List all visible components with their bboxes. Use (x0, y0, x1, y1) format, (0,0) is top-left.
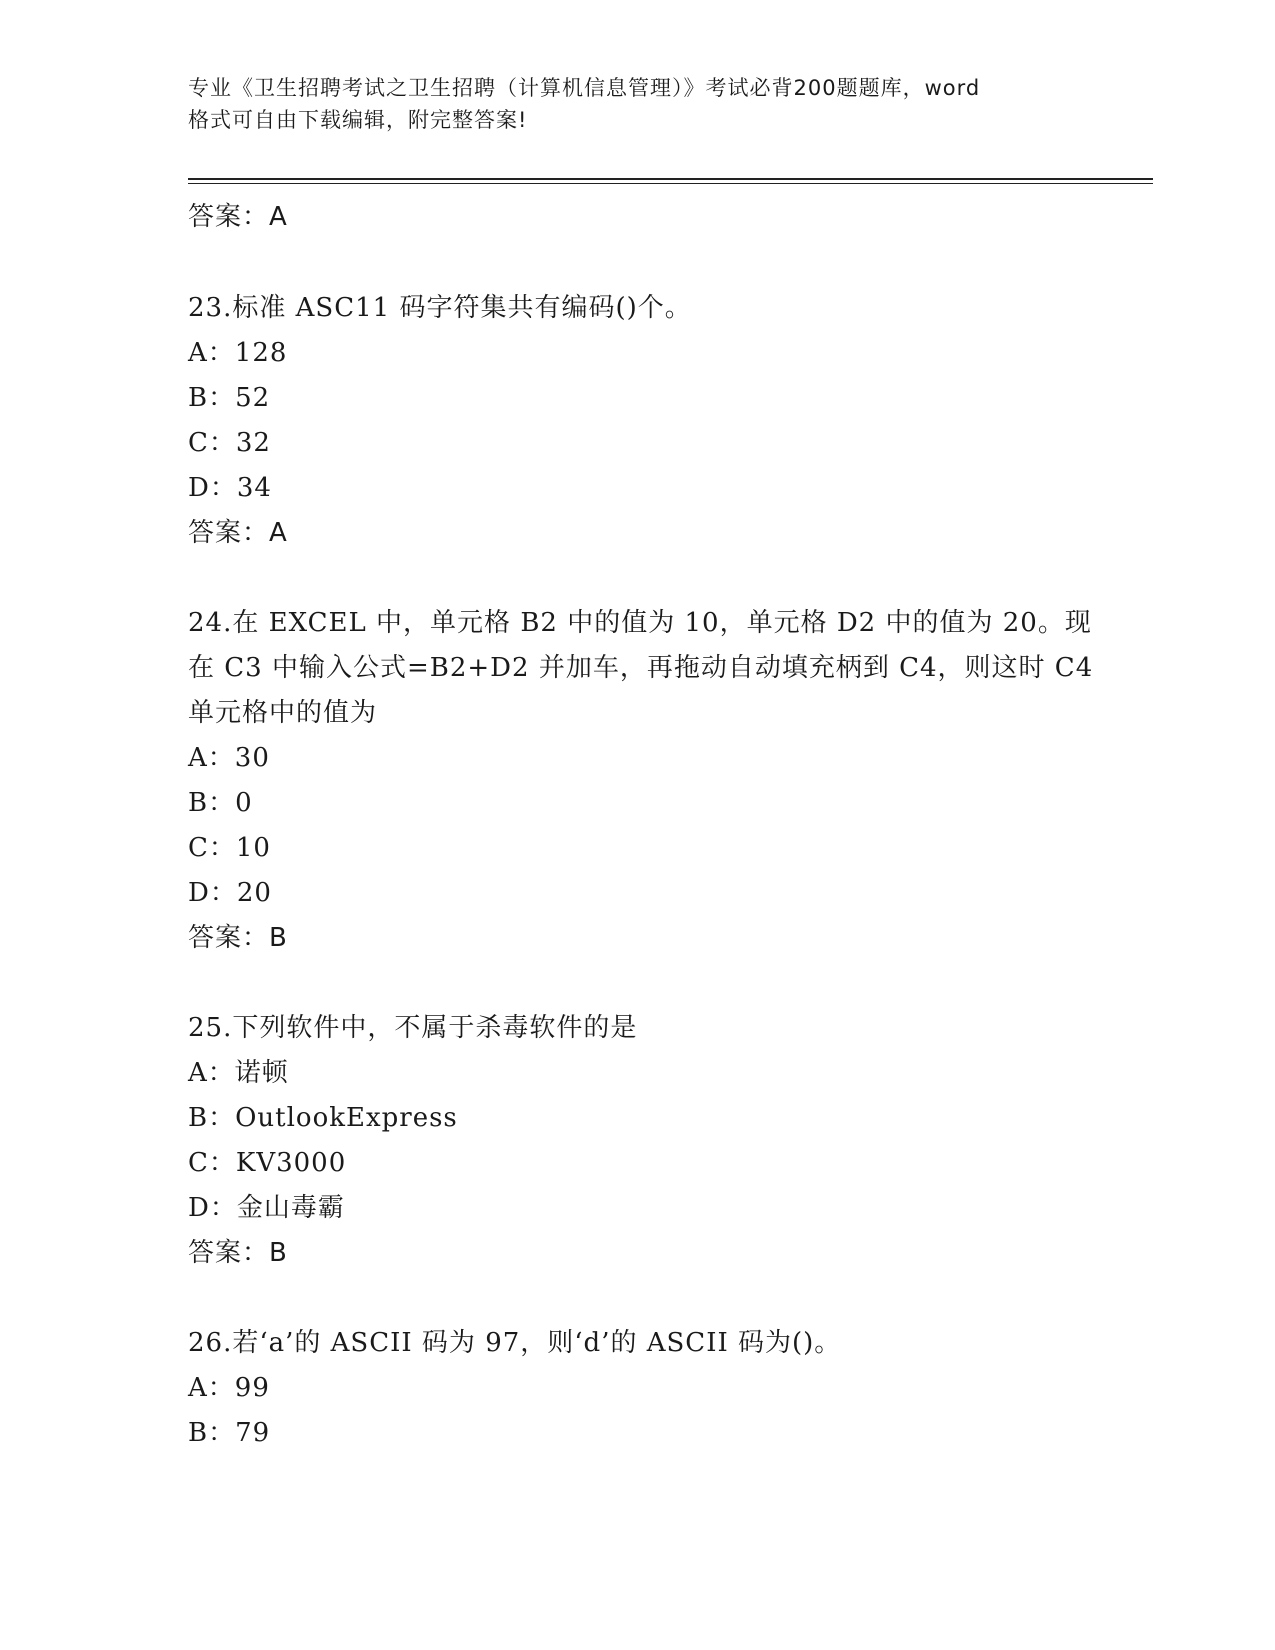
answer-line: 答案：B (188, 1238, 288, 1268)
answer-line: 答案：B (188, 923, 288, 953)
option-a: A：诺顿 (188, 1058, 289, 1088)
question-stem: 24.在 EXCEL 中，单元格 B2 中的值为 10，单元格 D2 中的值为 20。现 (188, 608, 1092, 638)
question-stem: 单元格中的值为 (188, 698, 378, 728)
option-b: B：0 (188, 788, 253, 818)
option-a: A：30 (188, 743, 270, 773)
option-c: C：KV3000 (188, 1148, 347, 1178)
option-c: C：32 (188, 428, 271, 458)
header-line-1: 专业《卫生招聘考试之卫生招聘（计算机信息管理）》考试必背200题题库，word (188, 76, 981, 100)
option-b: B：52 (188, 383, 271, 413)
question-stem: 在 C3 中输入公式=B2+D2 并加车，再拖动自动填充柄到 C4，则这时 C4 (188, 653, 1094, 683)
option-d: D：34 (188, 473, 272, 503)
option-b: B：79 (188, 1418, 271, 1448)
option-a: A：99 (188, 1373, 270, 1403)
question-stem: 25.下列软件中，不属于杀毒软件的是 (188, 1013, 638, 1043)
answer-line: 答案：A (188, 518, 288, 548)
document-header (188, 72, 1088, 136)
question-stem: 23.标准 ASC11 码字符集共有编码()个。 (188, 293, 692, 323)
option-a: A：128 (188, 338, 288, 368)
question-stem: 26.若‘a’的 ASCII 码为 97，则‘d’的 ASCII 码为()。 (188, 1328, 842, 1358)
option-d: D：20 (188, 878, 272, 908)
option-b: B：OutlookExpress (188, 1103, 458, 1133)
option-d: D：金山毒霸 (188, 1193, 345, 1223)
header-rule-thick (188, 178, 1153, 180)
answer-line: 答案：A (188, 202, 288, 232)
header-line-2: 格式可自由下载编辑，附完整答案! (188, 108, 528, 132)
option-c: C：10 (188, 833, 271, 863)
header-rule-thin (188, 183, 1153, 184)
